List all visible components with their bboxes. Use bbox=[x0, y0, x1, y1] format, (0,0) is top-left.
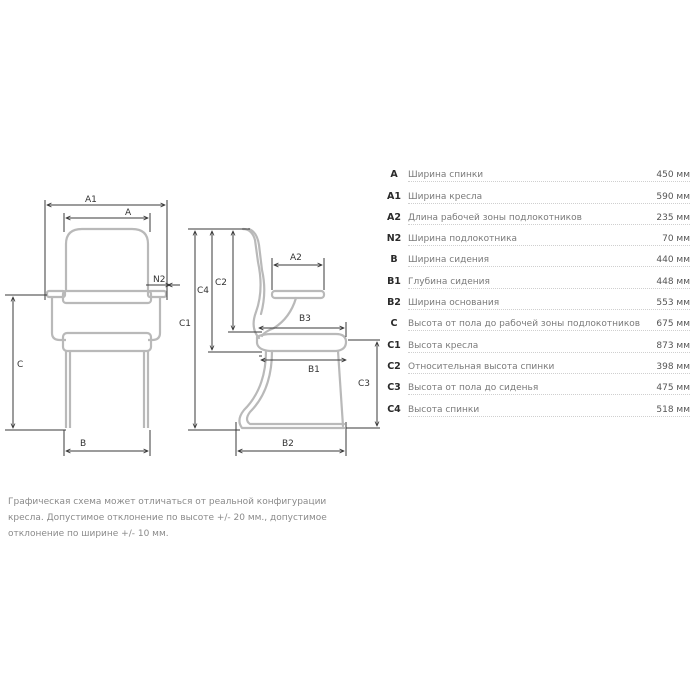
spec-leader-dots bbox=[408, 181, 690, 182]
side-arm-support bbox=[262, 298, 296, 336]
spec-row bbox=[380, 163, 690, 184]
spec-table bbox=[380, 163, 690, 419]
spec-code: N2 bbox=[386, 233, 402, 245]
label-N2: N2 bbox=[153, 275, 166, 285]
spec-code: C2 bbox=[387, 360, 401, 372]
disclaimer-note: Графическая схема может отличаться от реальной конфигурации кресла. Допустимое отклонение по высоте +/- 20 мм., допустимое отклонение по ширине +/- 10 мм. bbox=[8, 497, 327, 539]
spec-code: B1 bbox=[387, 275, 401, 287]
side-front-leg-inner bbox=[247, 351, 344, 424]
spec-leader-dots bbox=[408, 245, 690, 246]
side-dimension-lines bbox=[188, 229, 380, 456]
label-A1: A1 bbox=[85, 195, 97, 205]
chair-drawing bbox=[0, 0, 380, 470]
label-B1: B1 bbox=[308, 365, 320, 375]
spec-label: Ширина подлокотника bbox=[408, 234, 518, 245]
spec-value: 70 мм bbox=[662, 234, 690, 245]
front-dimension-lines bbox=[5, 200, 180, 456]
front-backrest bbox=[66, 229, 148, 292]
spec-row bbox=[380, 206, 690, 227]
spec-code: C1 bbox=[387, 339, 401, 351]
spec-label: Высота от пола до рабочей зоны подлокотников bbox=[408, 319, 641, 330]
spec-leader-dots bbox=[408, 373, 690, 374]
spec-leader-dots bbox=[408, 416, 690, 417]
spec-leader-dots bbox=[408, 266, 690, 267]
spec-value: 448 мм bbox=[656, 276, 690, 287]
spec-label: Глубина сидения bbox=[408, 276, 490, 287]
spec-row bbox=[380, 355, 690, 376]
spec-row bbox=[380, 397, 690, 418]
spec-value: 440 мм bbox=[656, 255, 690, 266]
spec-value: 675 мм bbox=[656, 319, 690, 330]
spec-code: C3 bbox=[387, 382, 401, 394]
side-seat bbox=[257, 334, 346, 351]
spec-value: 235 мм bbox=[656, 212, 690, 223]
label-B2: B2 bbox=[282, 439, 294, 449]
side-rear-leg bbox=[338, 351, 343, 426]
spec-code: A bbox=[390, 169, 398, 181]
spec-leader-dots bbox=[408, 224, 690, 225]
spec-label: Ширина спинки bbox=[408, 170, 484, 181]
spec-label: Высота кресла bbox=[408, 340, 479, 351]
spec-row bbox=[380, 269, 690, 290]
side-front-leg bbox=[239, 351, 344, 428]
label-C: C bbox=[17, 360, 24, 370]
spec-value: 590 мм bbox=[656, 191, 690, 202]
spec-row bbox=[380, 291, 690, 312]
spec-value: 553 мм bbox=[656, 298, 690, 309]
spec-row bbox=[380, 184, 690, 205]
spec-row bbox=[380, 376, 690, 397]
spec-code: A1 bbox=[387, 190, 401, 202]
spec-label: Длина рабочей зоны подлокотников bbox=[408, 212, 582, 223]
spec-code: C bbox=[390, 318, 398, 330]
spec-code: A2 bbox=[387, 211, 401, 223]
spec-row bbox=[380, 333, 690, 354]
spec-label: Относительная высота спинки bbox=[408, 361, 555, 372]
label-C4: C4 bbox=[197, 286, 210, 296]
chair-dimension-diagram bbox=[0, 0, 380, 470]
spec-code: B2 bbox=[387, 297, 401, 309]
spec-leader-dots bbox=[408, 203, 690, 204]
spec-row bbox=[380, 312, 690, 333]
spec-value: 450 мм bbox=[656, 170, 690, 181]
label-A: A bbox=[125, 208, 132, 218]
front-view-chair bbox=[47, 229, 166, 428]
spec-label: Ширина сидения bbox=[408, 255, 489, 266]
label-A2: A2 bbox=[290, 253, 302, 263]
front-backrest-band bbox=[63, 291, 151, 303]
label-B: B bbox=[80, 439, 87, 449]
spec-label: Высота спинки bbox=[408, 404, 480, 415]
spec-value: 475 мм bbox=[656, 383, 690, 394]
spec-label: Ширина кресла bbox=[408, 191, 483, 202]
spec-leader-dots bbox=[408, 288, 690, 289]
spec-code: C4 bbox=[387, 403, 401, 415]
label-C2: C2 bbox=[215, 278, 228, 288]
spec-code: B bbox=[390, 254, 398, 266]
front-seat bbox=[63, 333, 151, 351]
side-armrest-pad bbox=[272, 291, 324, 298]
spec-value: 873 мм bbox=[656, 340, 690, 351]
spec-leader-dots bbox=[408, 352, 690, 353]
spec-value: 398 мм bbox=[656, 361, 690, 372]
spec-label: Ширина основания bbox=[408, 298, 500, 309]
spec-leader-dots bbox=[408, 309, 690, 310]
label-C1: C1 bbox=[179, 319, 192, 329]
spec-row bbox=[380, 227, 690, 248]
spec-label: Высота от пола до сиденья bbox=[408, 383, 539, 394]
side-backrest-inner bbox=[249, 229, 264, 314]
label-C3: C3 bbox=[358, 379, 371, 389]
spec-value: 518 мм bbox=[656, 404, 690, 415]
spec-leader-dots bbox=[408, 330, 690, 331]
spec-leader-dots bbox=[408, 394, 690, 395]
spec-row bbox=[380, 248, 690, 269]
label-B3: B3 bbox=[299, 314, 311, 324]
